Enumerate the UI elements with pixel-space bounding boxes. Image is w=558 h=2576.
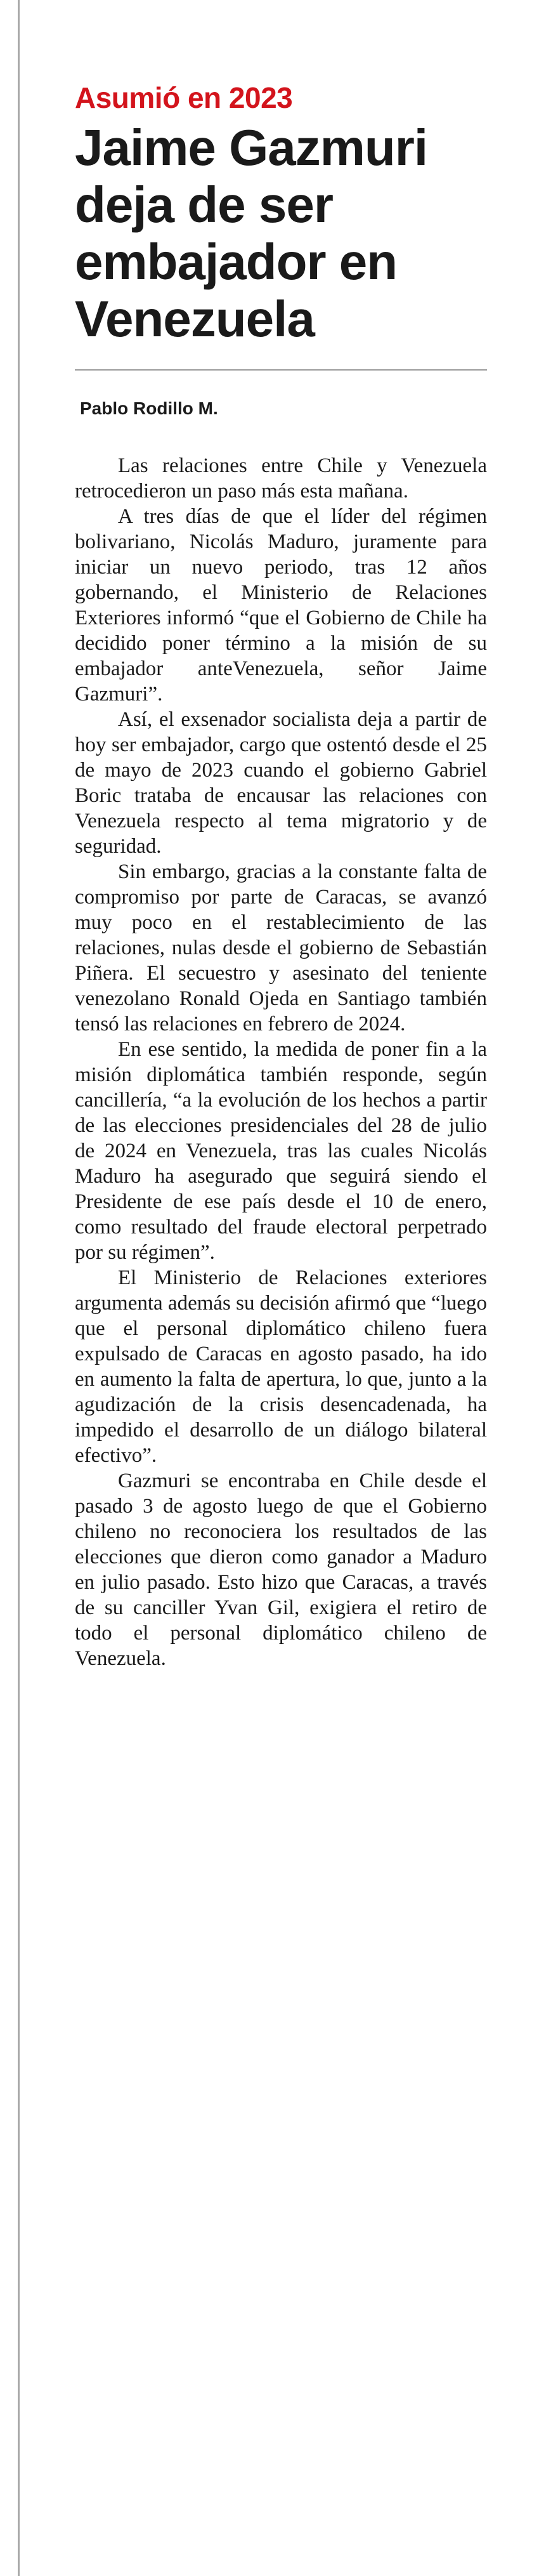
column-rule (18, 0, 20, 2576)
article-byline: Pablo Rodillo M. (80, 398, 218, 418)
article (75, 80, 487, 1671)
body-paragraph: Las relaciones entre Chile y Venezuela retrocedieron un paso más esta mañana. (75, 454, 487, 503)
body-paragraph: Sin embargo, gracias a la constante falta de compromiso por parte de Caracas, se avanzó muy poco en el restablecimiento de las relaciones, nulas desde el gobierno de Sebastián Piñera. El secuestro y asesinato del teniente venezolano Ronald Ojeda en Santiago también tensó las relaciones en febrero de 2024. (75, 860, 487, 1035)
body-paragraph: Así, el exsenador socialista deja a partir de hoy ser embajador, cargo que ostentó desde el 25 de mayo de 2023 cuando el gobierno Gabriel Boric trataba de encausar las relaciones con Venezuela respecto al tema migratorio y de seguridad. (75, 708, 487, 858)
body-paragraph: El Ministerio de Relaciones exteriores argumenta además su decisión afirmó que “luego que el personal diplomático chileno fuera expulsado de Caracas en agosto pasado, ha ido en aumento la falta de apertura, lo que, junto a la agudización de la crisis desencadenada, ha impedido el desarrollo de un diálogo bilateral efectivo”. (75, 1266, 488, 1467)
body-paragraph: En ese sentido, la medida de poner fin a la misión diplomática también responde, según cancillería, “a la evolución de los hechos a partir de las elecciones presidenciales del 28 de julio de 2024 en Venezuela, tras las cuales Nicolás Maduro ha asegurado que seguirá siendo el Presidente de ese país desde el 10 de enero, como resultado del fraude electoral perpetrado por su régimen”. (75, 1038, 487, 1264)
headline-divider (75, 369, 487, 371)
body-paragraph: A tres días de que el líder del régimen bolivariano, Nicolás Maduro, juramente para iniciar un nuevo periodo, tras 12 años gobernando, el Ministerio de Relaciones Exteriores informó “que el Gobierno de Chile ha decidido poner término a la misión de su embajador anteVenezuela, señor Jaime Gazmuri”. (75, 505, 487, 706)
body-paragraph: Gazmuri se encontraba en Chile desde el pasado 3 de agosto luego de que el Gobierno chileno no reconociera los resultados de las elecciones que dieron como ganador a Maduro en julio pasado. Esto hizo que Caracas, a través de su canciller Yvan Gil, exigiera el retiro de todo el personal diplomático chileno de Venezuela. (75, 1469, 487, 1670)
article-kicker: Asumió en 2023 (75, 81, 293, 114)
article-headline: Jaime Gazmuri deja de ser embajador en Venezuela (75, 119, 428, 347)
article-body (75, 453, 487, 1671)
